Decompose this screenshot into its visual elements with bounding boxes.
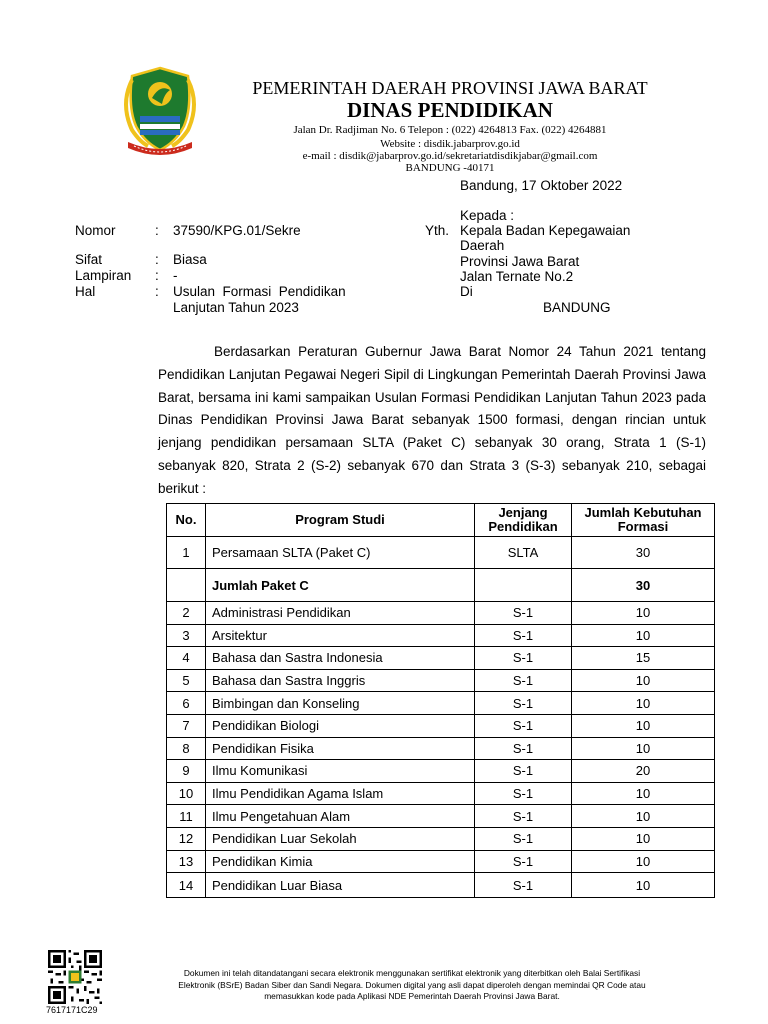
cell-no: 5 xyxy=(167,669,206,692)
cell-program: Pendidikan Luar Sekolah xyxy=(206,827,475,850)
cell-jumlah: 10 xyxy=(572,692,715,715)
cell-program: Bahasa dan Sastra Inggris xyxy=(206,669,475,692)
table-row xyxy=(167,624,715,647)
cell-no: 8 xyxy=(167,737,206,760)
dept-address: Jalan Dr. Radjiman No. 6 Telepon : (022) 4264813 Fax. (022) 4264881 xyxy=(293,124,607,136)
header-jenjang xyxy=(475,504,572,537)
recipient-line: Kepala Badan Kepegawaian xyxy=(460,223,631,238)
cell-jenjang: S-1 xyxy=(475,692,572,715)
meta-label-sifat: Sifat xyxy=(75,252,103,267)
cell-jenjang: S-1 xyxy=(475,737,572,760)
body-paragraph: Berdasarkan Peraturan Gubernur Jawa Barat Nomor 24 Tahun 2021 tentang Pendidikan Lanjutan Pegawai Negeri Sipil di Lingkungan Pemerintah Daerah Provinsi Jawa Barat, bersama ini kami sampaikan Usulan Formasi Pendidikan Lanjutan Tahun 2023 pada Dinas Pendidikan Provinsi Jawa Barat sebanyak 1500 formasi, dengan rincian untuk jenjang pendidikan persamaan SLTA (Paket C) sebanyak 30 orang, Strata 1 (S-1) sebanyak 820, Strata 2 (S-2) sebanyak 670 dan Strata 3 (S-3) sebanyak 210, sebagai berikut : xyxy=(158,344,706,496)
cell-jenjang: S-1 xyxy=(475,760,572,783)
meta-value-nomor: 37590/KPG.01/Sekre xyxy=(173,223,301,238)
meta-colon: : xyxy=(155,268,159,283)
cell-no: 12 xyxy=(167,827,206,850)
cell-no: 13 xyxy=(167,850,206,873)
recipient-line: Provinsi Jawa Barat xyxy=(460,254,580,269)
meta-value-lampiran: - xyxy=(173,268,178,283)
cell-jumlah: 10 xyxy=(572,873,715,898)
cell-program: Pendidikan Kimia xyxy=(206,850,475,873)
cell-jumlah: 10 xyxy=(572,602,715,625)
cell-jumlah: 10 xyxy=(572,714,715,737)
header-jumlah-line1: Jumlah Kebutuhan xyxy=(584,505,702,520)
cell-jenjang: S-1 xyxy=(475,669,572,692)
cell-no: 6 xyxy=(167,692,206,715)
cell-jenjang: SLTA xyxy=(475,537,572,569)
meta-label-hal: Hal xyxy=(75,284,96,299)
cell-no: 7 xyxy=(167,714,206,737)
cell-program: Arsitektur xyxy=(206,624,475,647)
header-no: No. xyxy=(167,504,206,537)
cell-program: Ilmu Komunikasi xyxy=(206,760,475,783)
cell-jenjang: S-1 xyxy=(475,714,572,737)
cell-program: Pendidikan Luar Biasa xyxy=(206,873,475,898)
cell-program: Administrasi Pendidikan xyxy=(206,602,475,625)
dept-name: DINAS PENDIDIKAN xyxy=(347,98,553,122)
subtotal-value: 30 xyxy=(572,569,715,602)
cell-no: 11 xyxy=(167,805,206,828)
table-row xyxy=(167,850,715,873)
cell-jenjang: S-1 xyxy=(475,602,572,625)
meta-label-lampiran: Lampiran xyxy=(75,268,132,283)
recipient-city: BANDUNG xyxy=(543,300,611,315)
cell-program: Ilmu Pendidikan Agama Islam xyxy=(206,782,475,805)
qr-code xyxy=(48,950,102,1004)
cell-jenjang: S-1 xyxy=(475,805,572,828)
cell-jenjang: S-1 xyxy=(475,850,572,873)
dept-website: Website : disdik.jabarprov.go.id xyxy=(380,138,520,150)
cell-jumlah: 15 xyxy=(572,647,715,670)
letter-body xyxy=(158,341,706,501)
table-row xyxy=(167,692,715,715)
meta-label-nomor: Nomor xyxy=(75,223,116,238)
table-row xyxy=(167,669,715,692)
table-row xyxy=(167,714,715,737)
cell-no: 1 xyxy=(167,537,206,569)
recipient-line: Daerah xyxy=(460,238,505,253)
table-row xyxy=(167,602,715,625)
recipient-intro: Kepada : xyxy=(460,208,515,223)
cell-jumlah: 10 xyxy=(572,669,715,692)
recipient-yth: Yth. xyxy=(425,223,450,238)
table-row xyxy=(167,827,715,850)
table-row xyxy=(167,760,715,783)
table-row xyxy=(167,737,715,760)
footer-notice xyxy=(128,968,696,1003)
cell-jenjang: S-1 xyxy=(475,647,572,670)
footer-notice-line: Dokumen ini telah ditandatangani secara elektronik menggunakan sertifikat elektronik yang diterbitkan oleh Balai Sertifikasi xyxy=(183,968,641,978)
meta-colon: : xyxy=(155,223,159,238)
cell-no: 3 xyxy=(167,624,206,647)
cell-no: 9 xyxy=(167,760,206,783)
cell-program: Bimbingan dan Konseling xyxy=(206,692,475,715)
subtotal-label: Jumlah Paket C xyxy=(206,569,475,602)
table-row xyxy=(167,537,715,569)
cell-jumlah: 10 xyxy=(572,805,715,828)
cell-jumlah: 10 xyxy=(572,850,715,873)
cell-jenjang: S-1 xyxy=(475,827,572,850)
cell-program: Pendidikan Fisika xyxy=(206,737,475,760)
cell-no: 10 xyxy=(167,782,206,805)
cell-jenjang-empty xyxy=(475,569,572,602)
cell-no: 14 xyxy=(167,873,206,898)
letter-date: Bandung, 17 Oktober 2022 xyxy=(460,178,623,193)
footer-notice-line: memasukkan kode pada Aplikasi NDE Pemerintah Daerah Provinsi Jawa Barat. xyxy=(264,991,560,1001)
recipient-line: Jalan Ternate No.2 xyxy=(460,269,574,284)
cell-no: 2 xyxy=(167,602,206,625)
formasi-table xyxy=(166,503,715,898)
gov-name: PEMERINTAH DAERAH PROVINSI JAWA BARAT xyxy=(252,78,648,98)
table-row xyxy=(167,782,715,805)
cell-program: Pendidikan Biologi xyxy=(206,714,475,737)
meta-value-hal-line2: Lanjutan Tahun 2023 xyxy=(173,300,299,315)
cell-jenjang: S-1 xyxy=(475,782,572,805)
header-jenjang-line2: Pendidikan xyxy=(488,519,558,534)
cell-jumlah: 10 xyxy=(572,737,715,760)
header-jenjang-line1: Jenjang xyxy=(498,505,548,520)
cell-jumlah: 10 xyxy=(572,782,715,805)
cell-no: 4 xyxy=(167,647,206,670)
header-jumlah xyxy=(572,504,715,537)
meta-value-hal: Usulan Formasi Pendidikan xyxy=(173,284,346,299)
subtotal-row xyxy=(167,569,715,602)
cell-program: Ilmu Pengetahuan Alam xyxy=(206,805,475,828)
cell-jumlah: 10 xyxy=(572,827,715,850)
cell-jumlah: 20 xyxy=(572,760,715,783)
table-row xyxy=(167,873,715,898)
cell-program: Persamaan SLTA (Paket C) xyxy=(206,537,475,569)
table-row xyxy=(167,647,715,670)
cell-jenjang: S-1 xyxy=(475,624,572,647)
qr-code-id: 7617171C29 xyxy=(46,1005,98,1015)
dept-city-zip: BANDUNG -40171 xyxy=(405,162,495,174)
meta-colon: : xyxy=(155,252,159,267)
header-program: Program Studi xyxy=(206,504,475,537)
cell-no-empty xyxy=(167,569,206,602)
cell-program: Bahasa dan Sastra Indonesia xyxy=(206,647,475,670)
cell-jenjang: S-1 xyxy=(475,873,572,898)
jabar-logo xyxy=(118,64,202,160)
cell-jumlah: 10 xyxy=(572,624,715,647)
table-header-row xyxy=(167,504,715,537)
recipient-line: Di xyxy=(460,284,473,299)
cell-jumlah: 30 xyxy=(572,537,715,569)
header-jumlah-line2: Formasi xyxy=(617,519,669,534)
meta-value-sifat: Biasa xyxy=(173,252,207,267)
meta-colon: : xyxy=(155,284,159,299)
table-row xyxy=(167,805,715,828)
dept-email: e-mail : disdik@jabarprov.go.id/sekretariatdisdikjabar@gmail.com xyxy=(302,150,598,162)
footer-notice-line: Elektronik (BSrE) Badan Siber dan Sandi Negara. Dokumen digital yang asli dapat diperoleh dengan memindai QR Code atau xyxy=(178,979,646,990)
